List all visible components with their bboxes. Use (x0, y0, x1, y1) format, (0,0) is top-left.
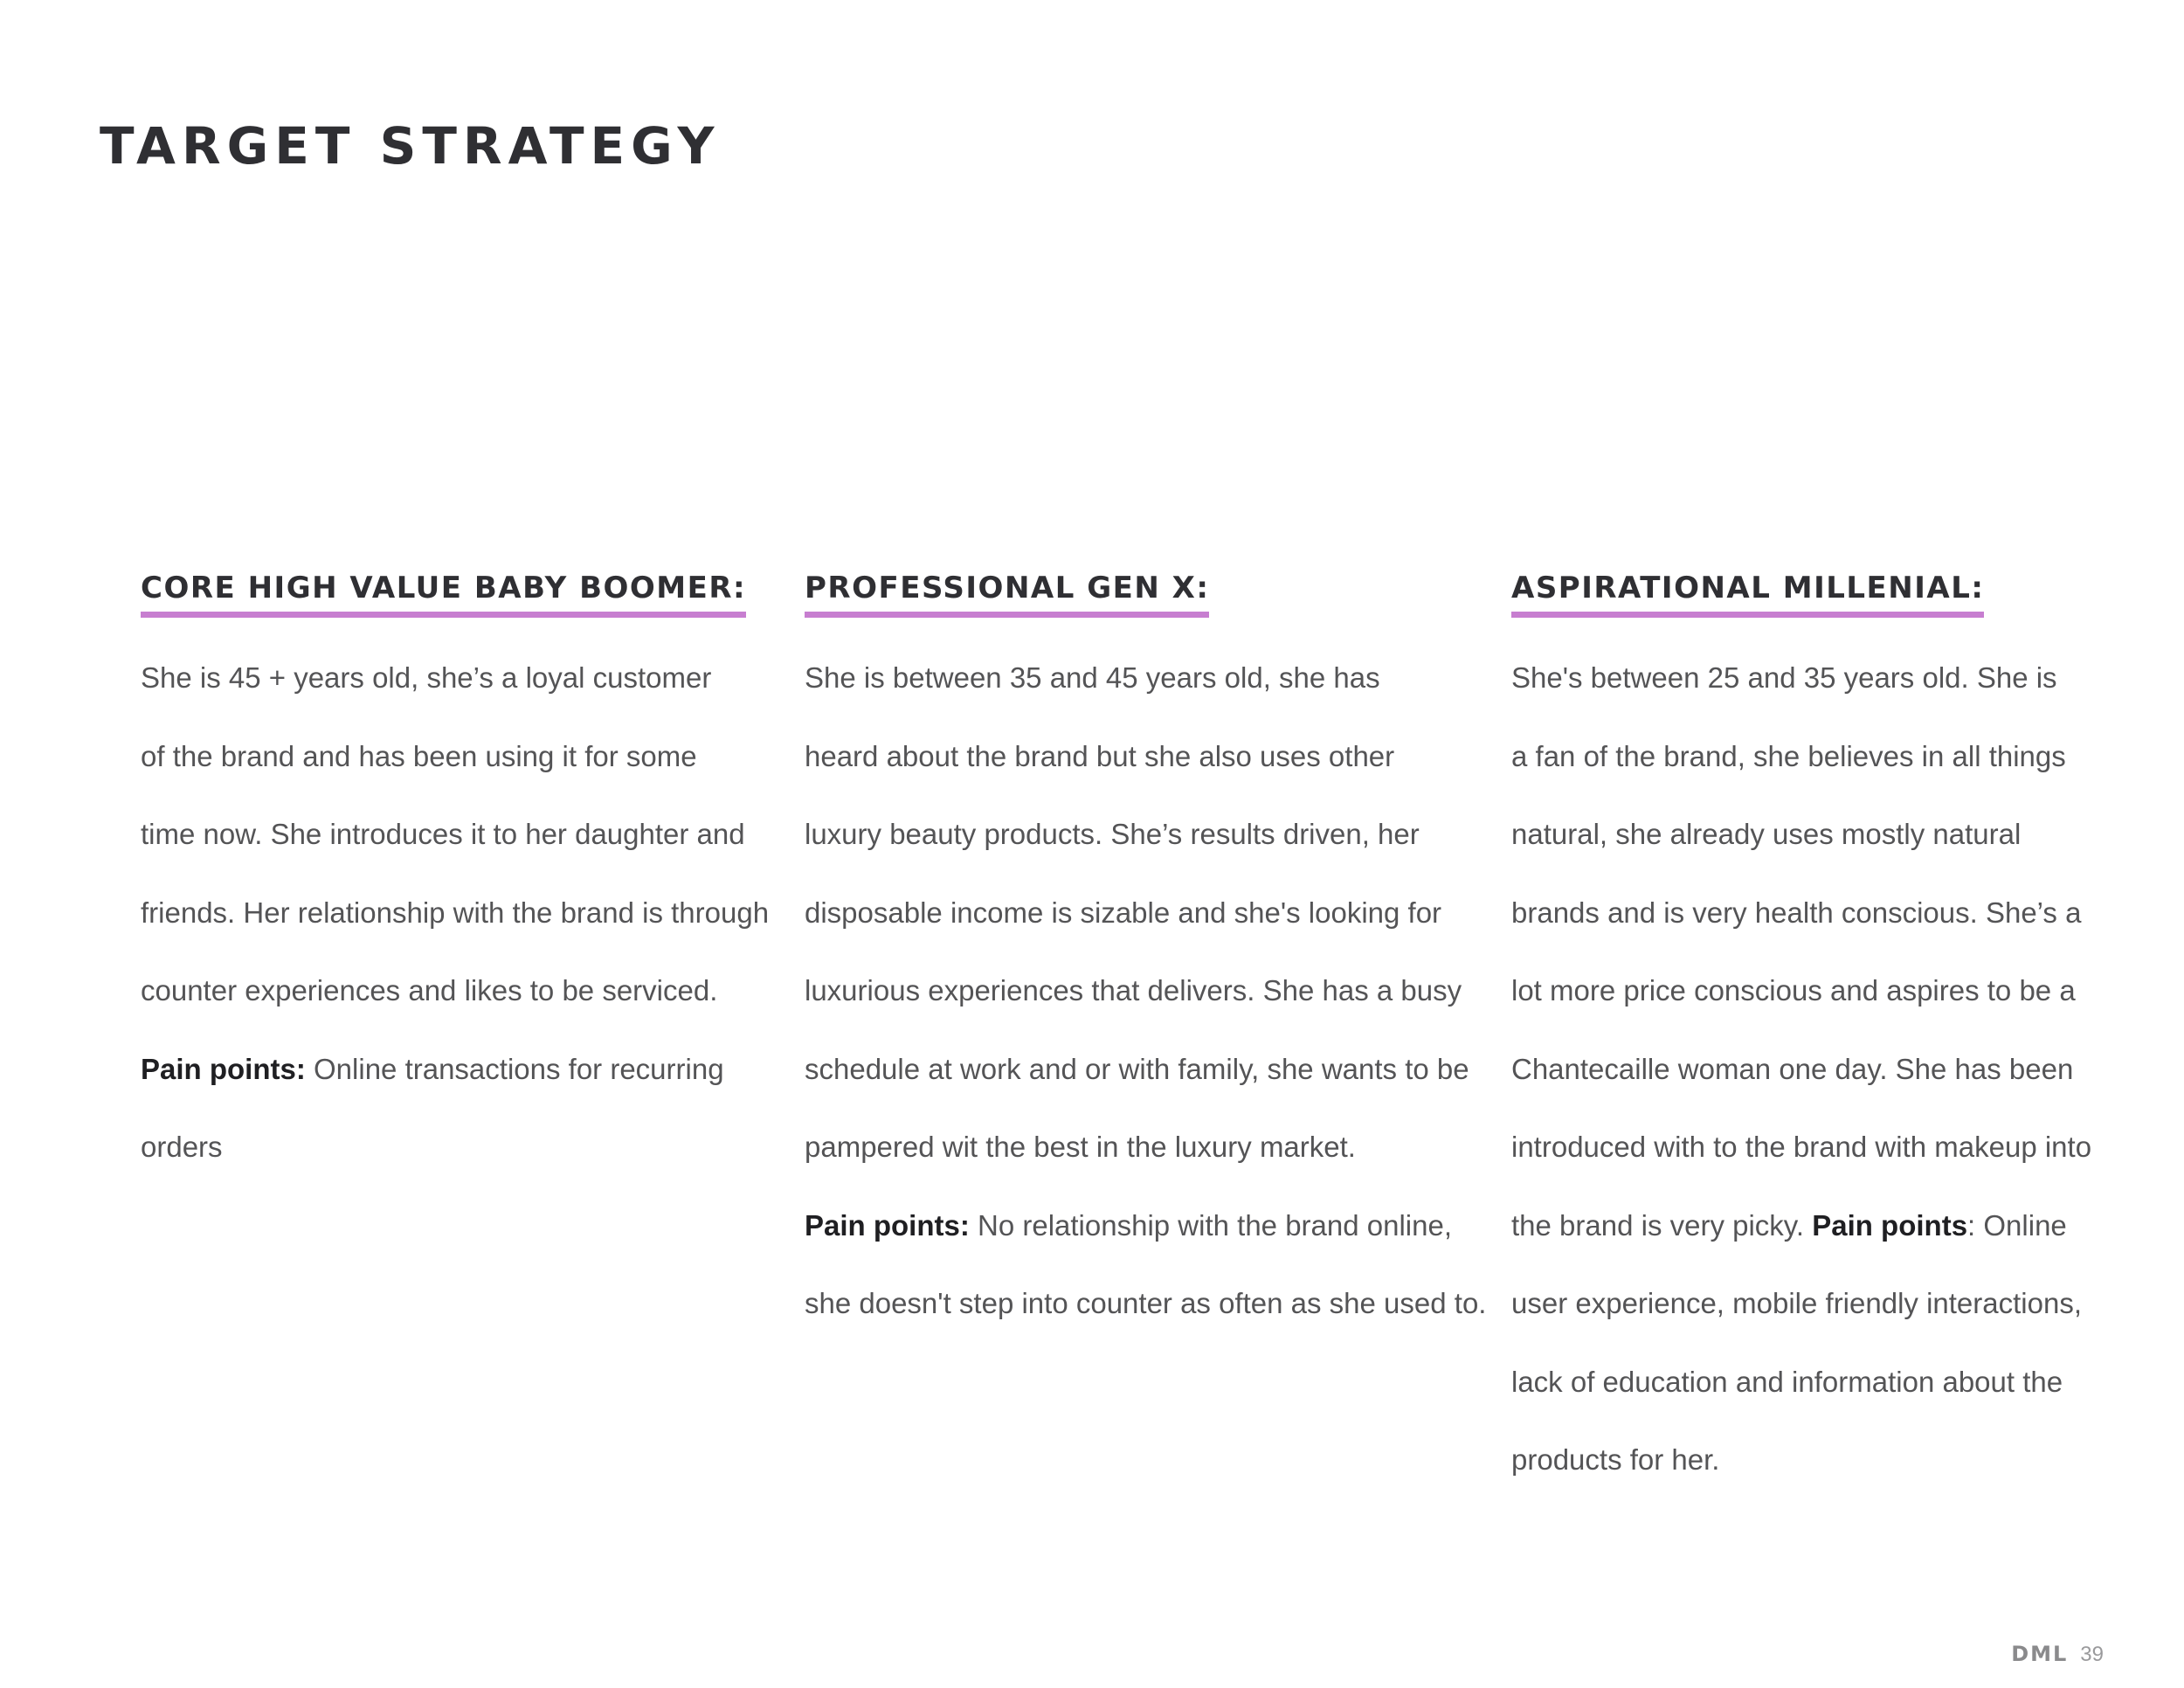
pain-points-line (141, 1030, 770, 1109)
segment-heading: ASPIRATIONAL MILLENIAL: (1511, 568, 1984, 618)
text-line: lot more price conscious and aspires to be a (1511, 974, 2076, 1007)
text-line: time now. She introduces it to her daughter and (141, 818, 745, 850)
text-line: natural, she already uses mostly natural (1511, 818, 2022, 850)
text-line: luxurious experiences that delivers. She has a busy (805, 974, 1462, 1007)
page-footer (2011, 1640, 2104, 1671)
pain-points-prefix: the brand is very picky. (1511, 1208, 1813, 1242)
text-line: schedule at work and or with family, she wants to be (805, 1052, 1469, 1085)
text-line: Chantecaille woman one day. She has been (1511, 1052, 2074, 1085)
pain-points-label: Pain points: (805, 1208, 970, 1242)
segment-heading: PROFESSIONAL GEN X: (805, 568, 1209, 618)
text-line: She is 45 + years old, she’s a loyal customer (141, 661, 712, 694)
segment-description (141, 618, 770, 1186)
pain-points-label: Pain points: (141, 1052, 306, 1085)
segment-description (805, 618, 1487, 1343)
text-line: products for her. (1511, 1443, 1720, 1476)
text-line: heard about the brand but she also uses other (805, 739, 1395, 772)
footer-brand: DML (2011, 1642, 2069, 1666)
pain-points-text: Online transactions for recurring (305, 1052, 724, 1085)
segment-heading: CORE HIGH VALUE BABY BOOMER: (141, 568, 746, 618)
segment-column-millenial (1511, 568, 2175, 1499)
text-line: lack of education and information about the (1511, 1365, 2063, 1398)
text-line: luxury beauty products. She’s results driven, her (805, 818, 1420, 850)
segment-column-baby-boomer (141, 568, 770, 1186)
text-line: user experience, mobile friendly interactions, (1511, 1287, 2082, 1319)
page-number: 39 (2080, 1643, 2104, 1666)
pain-points-text: : Online (1967, 1208, 2067, 1242)
pain-points-label: Pain points (1812, 1208, 1968, 1242)
text-line: of the brand and has been using it for some (141, 739, 697, 772)
text-line: She's between 25 and 35 years old. She is (1511, 661, 2057, 694)
text-line: counter experiences and likes to be serviced. (141, 974, 718, 1007)
segment-column-gen-x (805, 568, 1487, 1343)
text-line: orders (141, 1131, 223, 1163)
text-line: She is between 35 and 45 years old, she has (805, 661, 1380, 694)
text-line: brands and is very health conscious. She’s a (1511, 896, 2082, 929)
text-line: she doesn't step into counter as often as she used to. (805, 1287, 1487, 1319)
text-line: introduced with to the brand with makeup into (1511, 1131, 2092, 1163)
text-line: a fan of the brand, she believes in all things (1511, 739, 2066, 772)
text-line: pampered wit the best in the luxury market. (805, 1131, 1356, 1163)
segment-description (1511, 618, 2175, 1499)
pain-points-line (805, 1186, 1469, 1265)
text-line: friends. Her relationship with the brand is through (141, 896, 770, 929)
page-title: TARGET STRATEGY (100, 116, 721, 176)
pain-points-line (1511, 1186, 2175, 1265)
pain-points-text: No relationship with the brand online, (969, 1208, 1453, 1242)
text-line: disposable income is sizable and she's looking for (805, 896, 1442, 929)
